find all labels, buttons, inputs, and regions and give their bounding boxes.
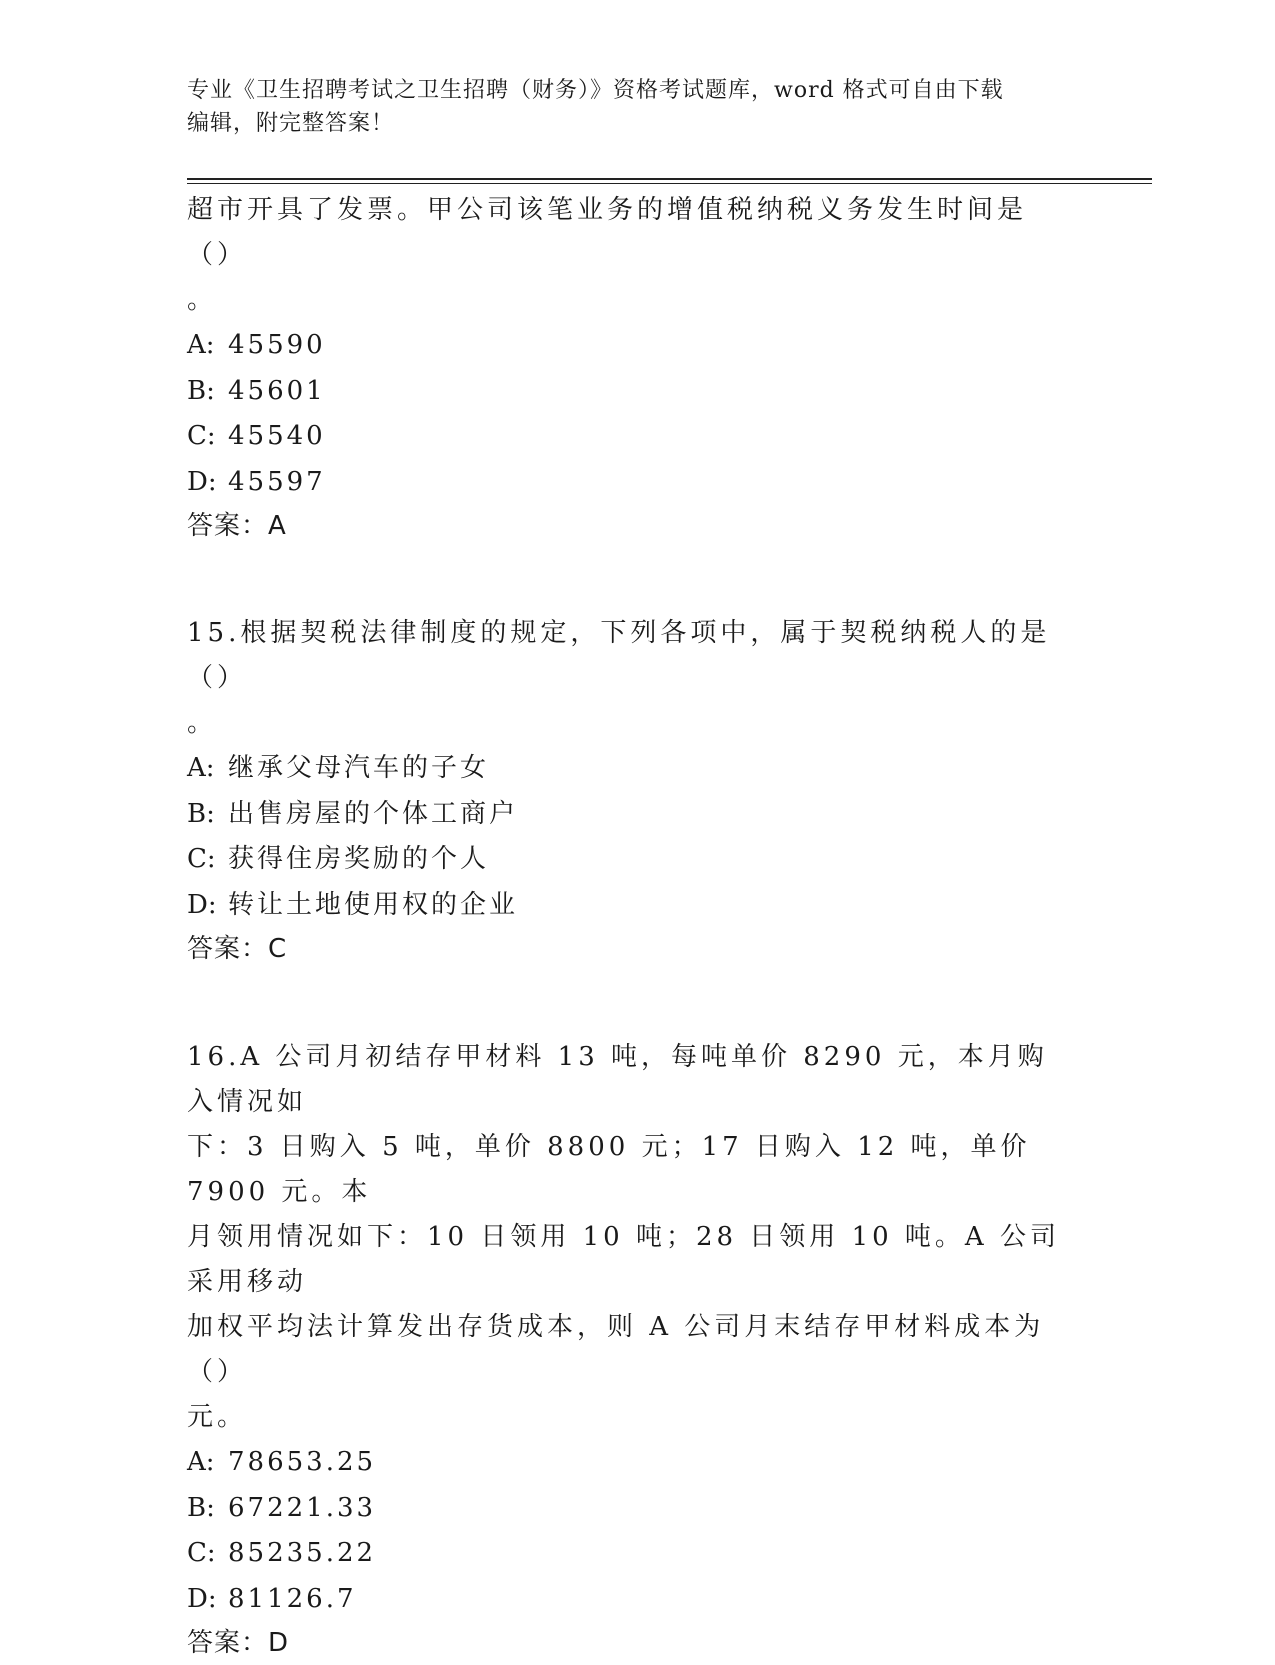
question-text: 加权平均法计算发出存货成本，则 A 公司月末结存甲材料成本为（）: [187, 1312, 1045, 1387]
header-line-1: 专业《卫生招聘考试之卫生招聘（财务）》资格考试题库，word 格式可自由下载: [187, 78, 1004, 103]
option-value: 45597: [228, 466, 326, 497]
option-key: B:: [187, 375, 215, 406]
question-text: 。: [187, 708, 218, 738]
answer-line: 答案：D: [187, 1628, 290, 1658]
option-key: A:: [187, 330, 215, 360]
option-value: 转让土地使用权的企业: [228, 889, 519, 920]
header-divider-thick: [187, 178, 1152, 180]
option-key: C:: [187, 844, 216, 874]
option-value: 出售房屋的个体工商户: [228, 798, 519, 829]
option-value: 继承父母汽车的子女: [228, 753, 490, 783]
option-key: A:: [187, 1447, 215, 1477]
option-value: 45540: [228, 421, 326, 451]
option-key: B:: [187, 798, 215, 829]
header-line-2: 编辑，附完整答案！: [187, 111, 395, 136]
option-a: [187, 1440, 1067, 1486]
option-value: 获得住房奖励的个人: [228, 844, 490, 874]
option-b: [187, 369, 1067, 415]
option-d: [187, 1577, 1067, 1623]
question-text: 下：3 日购入 5 吨，单价 8800 元；17 日购入 12 吨，单价 7900 元。本: [187, 1132, 1031, 1207]
option-value: 45601: [228, 375, 326, 406]
question-text: 超市开具了发票。甲公司该笔业务的增值税纳税义务发生时间是（）: [187, 195, 1028, 270]
question-text: 16.A 公司月初结存甲材料 13 吨，每吨单价 8290 元，本月购入情况如: [187, 1042, 1048, 1117]
option-key: D:: [187, 1583, 217, 1614]
option-value: 85235.22: [228, 1538, 377, 1568]
option-key: D:: [187, 889, 217, 920]
question-text: 月领用情况如下：10 日领用 10 吨；28 日领用 10 吨。A 公司采用移动: [187, 1222, 1060, 1297]
answer-line: 答案：A: [187, 511, 287, 541]
option-a: [187, 323, 1067, 369]
spacer: [187, 971, 1067, 1035]
option-value: 45590: [228, 330, 326, 360]
option-key: C:: [187, 1538, 216, 1568]
option-d: [187, 883, 1067, 929]
option-a: [187, 746, 1067, 792]
question-text: 15.根据契税法律制度的规定，下列各项中，属于契税纳税人的是（）: [187, 618, 1051, 693]
option-key: B:: [187, 1492, 215, 1523]
option-key: A:: [187, 753, 215, 783]
question-14: [187, 188, 1067, 548]
option-c: [187, 837, 1067, 883]
option-b: [187, 792, 1067, 838]
option-value: 81126.7: [228, 1583, 357, 1614]
option-d: [187, 460, 1067, 506]
document-header: [187, 74, 1067, 140]
question-16: [187, 1035, 1067, 1665]
option-key: C:: [187, 421, 216, 451]
option-value: 78653.25: [228, 1447, 377, 1477]
question-15: [187, 611, 1067, 971]
question-text: 。: [187, 285, 218, 315]
option-key: D:: [187, 466, 217, 497]
header-divider-thin: [187, 183, 1152, 184]
option-c: [187, 1531, 1067, 1577]
option-value: 67221.33: [228, 1492, 377, 1523]
question-list: [187, 188, 1067, 1665]
question-text: 元。: [187, 1402, 248, 1432]
option-c: [187, 414, 1067, 460]
spacer: [187, 548, 1067, 611]
option-b: [187, 1486, 1067, 1532]
answer-line: 答案：C: [187, 934, 288, 964]
